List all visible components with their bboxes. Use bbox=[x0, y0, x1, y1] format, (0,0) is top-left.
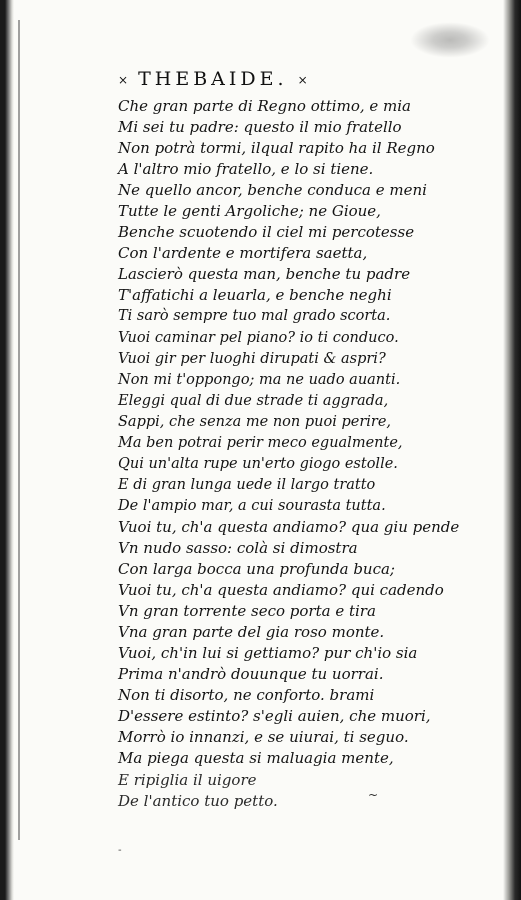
verse-line: Vuoi, ch'in lui si gettiamo? pur ch'io sia bbox=[118, 644, 418, 663]
verse-line: Prima n'andrò douunque tu uorrai. bbox=[118, 665, 384, 684]
book-gutter-shadow bbox=[0, 0, 14, 900]
verse-line: Sappi, che senza me non puoi perire, bbox=[118, 413, 392, 430]
verse-line: Eleggi qual di due strade ti aggrada, bbox=[118, 392, 389, 409]
verse-line: Con larga bocca una profunda buca; bbox=[118, 560, 395, 579]
header-right-mark: × bbox=[297, 73, 308, 87]
verse-line: De l'ampio mar, a cui sourasta tutta. bbox=[118, 497, 386, 514]
verse-line: De l'antico tuo petto. bbox=[118, 791, 278, 810]
verse-line: Ne quello ancor, benche conduca e meni bbox=[118, 181, 427, 200]
verse-line: Vuoi gir per luoghi dirupati & aspri? bbox=[118, 350, 386, 367]
verse-line: Lascierò questa man, benche tu padre bbox=[118, 265, 411, 284]
header-title: THEBAIDE. bbox=[138, 68, 288, 90]
verse-line: Benche scuotendo il ciel mi percotesse bbox=[118, 223, 415, 242]
verse-line: Morrò io innanzi, e se uiurai, ti seguo. bbox=[118, 728, 409, 747]
verse-line: E di gran lunga uede il largo tratto bbox=[118, 476, 376, 493]
verse-line: Vn gran torrente seco porta e tira bbox=[118, 602, 376, 621]
verse-line: Vuoi tu, ch'a questa andiamo? qua giu pende bbox=[118, 517, 460, 536]
header-left-mark: × bbox=[118, 73, 129, 87]
verse-line: Ma piega questa si maluagia mente, bbox=[118, 749, 394, 768]
verse-line: Non potrà tormi, ilqual rapito ha il Regno bbox=[118, 139, 435, 158]
verse-line: A l'altro mio fratello, e lo si tiene. bbox=[118, 160, 374, 179]
verse-line: T'affatichi a leuarla, e benche neghi bbox=[118, 286, 392, 305]
ink-smudge bbox=[410, 22, 490, 58]
verse-line: Mi sei tu padre: questo il mio fratello bbox=[118, 118, 402, 137]
verse-line: Non mi t'oppongo; ma ne uado auanti. bbox=[118, 371, 401, 388]
verse-list bbox=[118, 96, 478, 812]
ink-speck-mark: - bbox=[118, 845, 122, 856]
verse-line: Qui un'alta rupe un'erto giogo estolle. bbox=[118, 455, 398, 472]
gutter-rule bbox=[18, 20, 20, 840]
verse-line: Ma ben potrai perir meco egualmente, bbox=[118, 434, 403, 451]
verse-line: Vna gran parte del gia roso monte. bbox=[118, 623, 385, 642]
verse-line: D'essere estinto? s'egli auien, che muori, bbox=[118, 707, 431, 726]
verse-line: Che gran parte di Regno ottimo, e mia bbox=[118, 97, 411, 115]
verse-line: Tutte le genti Argoliche; ne Gioue, bbox=[118, 202, 381, 221]
verse-line: Con l'ardente e mortifera saetta, bbox=[118, 244, 368, 263]
verse-line: Vn nudo sasso: colà si dimostra bbox=[118, 538, 358, 557]
verse-line: Vuoi caminar pel piano? io ti conduco. bbox=[118, 329, 399, 346]
verse-line: Ti sarò sempre tuo mal grado scorta. bbox=[118, 308, 391, 325]
verse-line: Non ti disorto, ne conforto. brami bbox=[118, 686, 375, 705]
page-edge-shadow bbox=[503, 0, 521, 900]
verse-line: E ripiglia il uigore bbox=[118, 770, 257, 789]
ink-flourish-mark: ~ bbox=[368, 788, 379, 802]
running-header bbox=[118, 68, 378, 90]
verse-line: Vuoi tu, ch'a questa andiamo? qui cadendo bbox=[118, 581, 444, 600]
